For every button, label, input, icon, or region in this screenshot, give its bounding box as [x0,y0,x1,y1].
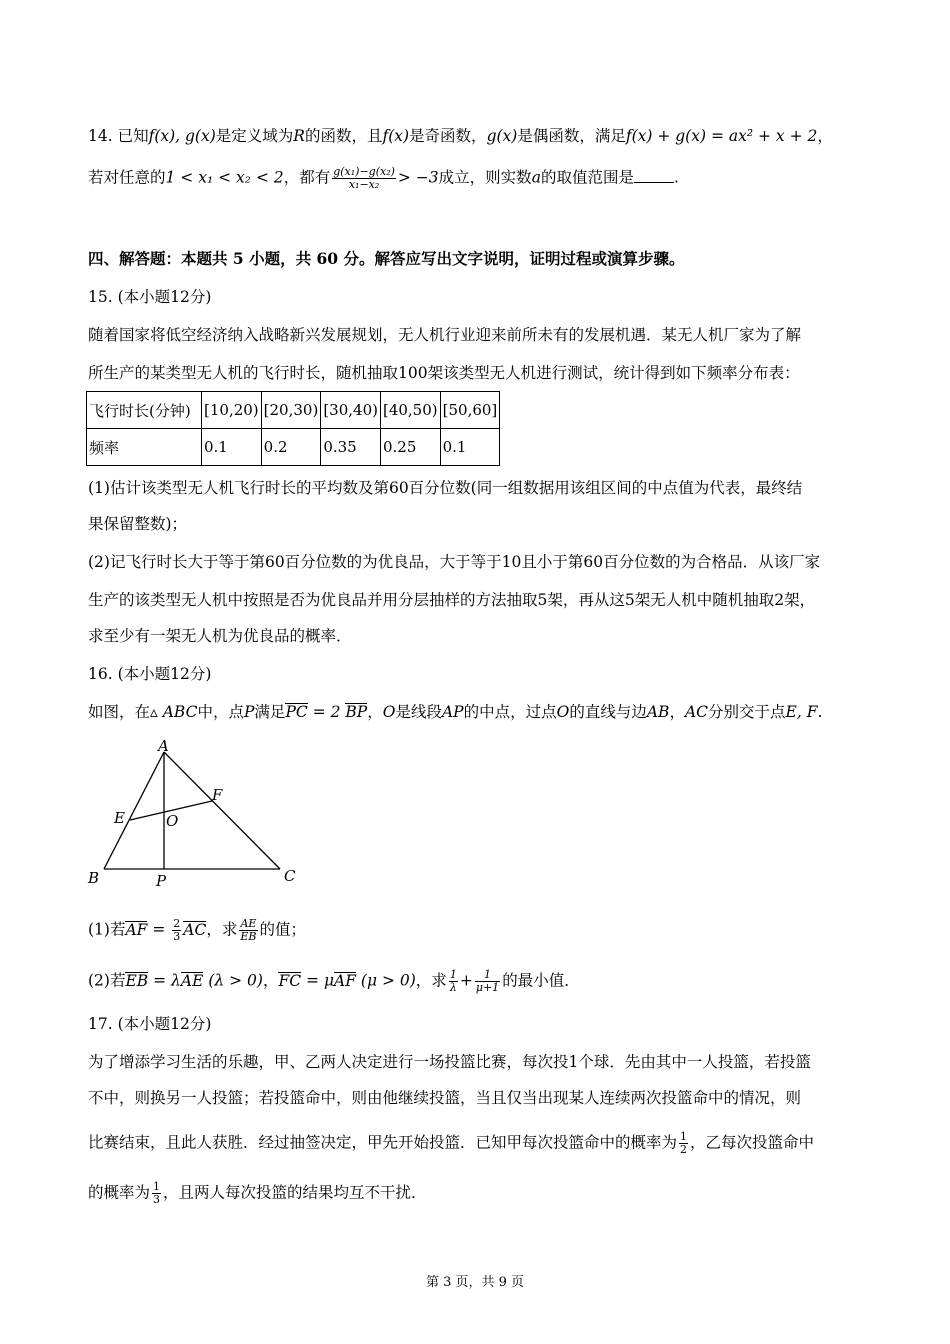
q15-header: 15. (本小题12分) [88,288,212,306]
table-cell: 飞行时长(分钟) [87,392,202,429]
fraction-ae-eb: $\frac{AE}{EB}$ [240,917,257,943]
q15-sub2-line1: (2)记飞行时长大于等于第60百分位数的为优良品，大于等于10且小于第60百分位数的为合格品．从该厂家 [88,553,821,571]
table-cell: 0.2 [261,429,321,466]
table-cell: [50,60] [440,392,500,429]
q15-sub2-line2: 生产的该类型无人机中按照是否为优良品并用分层抽样的方法抽取5架，再从这5架无人机中随机抽取2架， [88,591,816,609]
table-cell: 0.25 [380,429,440,466]
q16-sub1: (1)若AF = $\frac{2}{3}$ AC，求 $\frac{AE}{EB}$ 的值； [88,917,307,943]
triangle-figure [84,736,304,892]
q15-para-1: 随着国家将低空经济纳入战略新兴发展规划，无人机行业迎来前所未有的发展机遇．某无人机厂家为了解 [88,326,802,344]
label-p: P [156,872,167,890]
table-cell: [30,40) [321,392,381,429]
fraction-one-third: $\frac{1}{3}$ [153,1180,161,1206]
fraction-one-over-mu-plus-one: $\frac{1}{\mu+1}$ [475,968,500,994]
table-cell: [10,20) [202,392,262,429]
q17-para-2: 不中，则换另一人投篮；若投篮命中，则由他继续投篮，当且仅当出现某人连续两次投篮命中的情况，则 [88,1089,802,1107]
table-row [87,392,500,429]
side-ab [104,752,164,869]
q15-para-2: 所生产的某类型无人机的飞行时长，随机抽取100架该类型无人机进行测试，统计得到如下频率分布表： [88,364,800,382]
q15-sub1-line2: 果保留整数)； [88,515,188,533]
q14-fraction: $\frac{\text{g(x₁)−g(x₂)}}{\text{x₁−x₂}}$ [333,165,395,191]
q17-para-3: 比赛结束，且此人获胜．经过抽签决定，甲先开始投篮．已知甲每次投篮命中的概率为 $\frac{1}{2}$ ，乙每次投篮命中 [88,1130,815,1156]
q15-sub1-line1: (1)估计该类型无人机飞行时长的平均数及第60百分位数(同一组数据用该组区间的中点值为代表，最终结 [88,479,803,497]
label-o: O [166,812,179,830]
fraction-one-over-lambda: $\frac{1}{\lambda}$ [449,968,457,994]
label-c: C [284,867,296,885]
label-e: E [114,809,125,827]
page-footer: 第 3 页，共 9 页 [425,1275,525,1290]
table-row [87,429,500,466]
fraction-two-thirds: $\frac{2}{3}$ [173,917,181,943]
label-b: B [88,869,100,887]
table-cell: 0.35 [321,429,381,466]
table-cell: 0.1 [202,429,262,466]
q17-para-4: 的概率为 $\frac{1}{3}$ ，且两人每次投篮的结果均互不干扰． [88,1180,427,1206]
section-title: 四、解答题：本题共 5 小题，共 60 分。解答应写出文字说明，证明过程或演算步骤。 [88,249,685,268]
table-cell: 频率 [87,429,202,466]
answer-blank [634,168,674,183]
q17-header: 17. (本小题12分) [88,1015,212,1033]
q16-header: 16. (本小题12分) [88,665,212,683]
label-a: A [158,737,169,755]
table-cell: 0.1 [440,429,500,466]
q16-para: 如图，在▵ ABC中，点P满足PC = 2 BP，O是线段AP的中点，过点O的直线与边AB，AC分别交于点E, F. [88,703,823,721]
q17-para-1: 为了增添学习生活的乐趣，甲、乙两人决定进行一场投篮比赛，每次投1个球．先由其中一人投篮，若投篮 [88,1053,811,1071]
q16-sub2: (2)若EB = λAE (λ > 0)，FC = μAF (μ > 0)，求 $\frac{1}{\lambda}$ + $\frac{1}{\mu+1}$ 的最小值． [88,968,580,994]
frequency-table [86,391,500,466]
q14-line2: 若对任意的1 < x₁ < x₂ < 2，都有 $\frac{\text{g(x₁)−g(x₂)}}{\text{x₁−x₂}}$ > −3成立，则实数a的取值范围是 . [88,165,679,191]
side-ac [164,752,280,869]
label-f: F [212,786,223,804]
table-cell: [40,50) [380,392,440,429]
q14-line1: 14. 已知f(x), g(x)是定义域为R的函数，且f(x)是奇函数，g(x)是偶函数，满足f(x) + g(x) = ax² + x + 2， [88,127,833,145]
q15-sub2-line3: 求至少有一架无人机为优良品的概率． [88,627,352,645]
fraction-one-half: $\frac{1}{2}$ [680,1130,688,1156]
table-cell: [20,30) [261,392,321,429]
